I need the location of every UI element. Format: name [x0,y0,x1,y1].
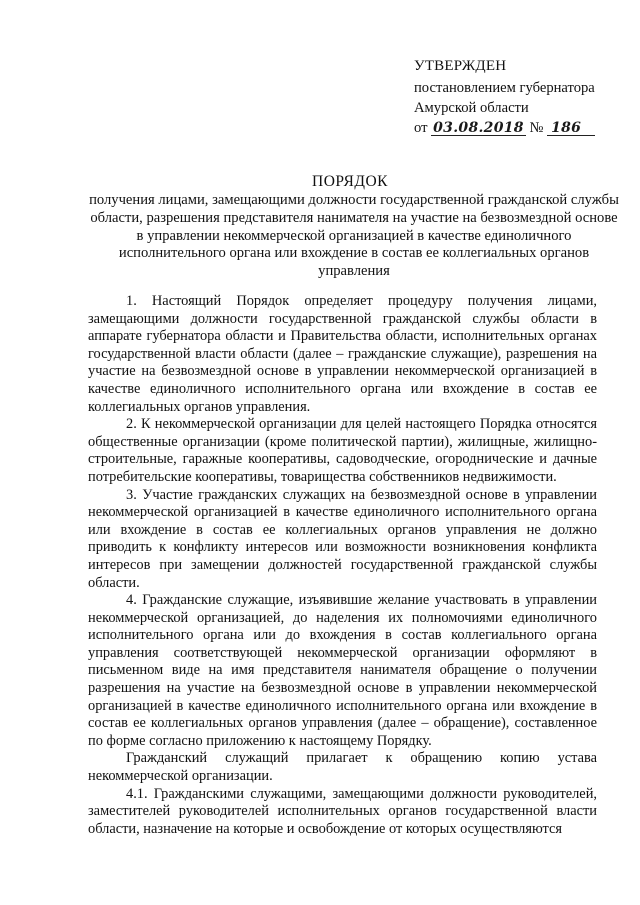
approval-line-1: постановлением губернатора [414,80,595,96]
paragraph-3: 3. Участие гражданских служащих на безвозмездной основе в управлении некоммерческой организацией в качестве единоличного исполнительного органа или вхождение в состав ее коллегиальных органов управления не должно приводить к конфликту интересов или возможности возникновения конфликта интересов при замещении должностей государственной гражданской службы области. [88,486,597,591]
document-title: ПОРЯДОК [312,173,388,190]
paragraph-1: 1. Настоящий Порядок определяет процедуру получения лицами, замещающими должности государственной гражданской службы области в аппарате губернатора области и Правительства области, исполнительных органах государственной власти области (далее – гражданские служащие), разрешения на участие на безвозмездной основе в управлении некоммерческой организацией в качестве единоличного исполнительного органа или вхождение в состав ее коллегиальных органов управления. [88,293,597,415]
approval-block [414,56,629,138]
handwritten-number: 186 [547,121,595,136]
paragraph-4-1: 4.1. Гражданскими служащими, замещающими должности руководителей, заместителей руководителей исполнительных органов государственной власти области, назначение на которые и освобождение от которых осуществляются [88,785,597,837]
paragraph-4: 4. Гражданские служащие, изъявившие желание участвовать в управлении некоммерческой организацией, до наделения их полномочиями единоличного исполнительного органа или до вхождения в состав коллегиального органа управления соответствующей некоммерческой организации оформляют в письменном виде на имя представителя нанимателя обращение о получении разрешения на участие на безвозмездной основе в управлении некоммерческой организацией в качестве единоличного исполнительного органа или вхождение в состав ее коллегиальных органов управления (далее – обращение), составленное по форме согласно приложению к настоящему Порядку. [88,592,597,749]
paragraph-2: 2. К некоммерческой организации для целей настоящего Порядка относятся общественные организации (кроме политической партии), жилищные, жилищно-строительные, гаражные кооперативы, садоводческие, огороднические и дачные потребительские кооперативы, товарищества собственников недвижимости. [88,416,597,485]
document-subtitle: получения лицами, замещающими должности государственной гражданской службы области, разрешения представителя нанимателя на участие на безвозмездной основе в управлении некоммерческой организацией в качестве единоличного исполнительного органа или вхождение в состав ее коллегиальных органов управления [89,192,619,280]
handwritten-date: 03.08.2018 [433,120,524,136]
approval-heading: УТВЕРЖДЕН [414,58,507,74]
approval-line-2: Амурской области [414,100,529,116]
approval-date-line [414,118,629,138]
paragraph-4-attachment: Гражданский служащий прилагает к обращению копию устава некоммерческой организации. [88,750,597,785]
number-prefix: № [529,120,544,136]
date-prefix: от [414,120,428,136]
document-body [88,293,597,838]
